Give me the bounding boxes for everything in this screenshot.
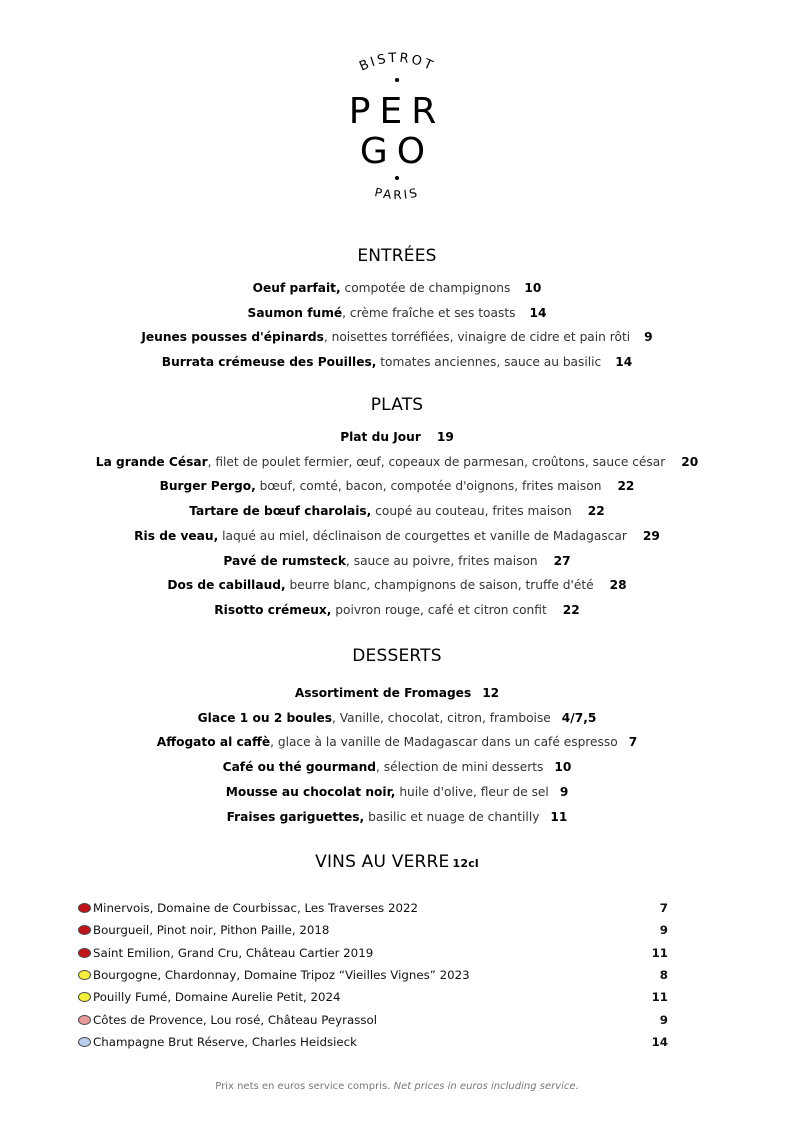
wine-name: Champagne Brut Réserve, Charles Heidsieck bbox=[93, 1034, 357, 1049]
plats-item bbox=[0, 503, 794, 519]
wine-price: 14 bbox=[651, 1034, 668, 1049]
dish-description: basilic et nuage de chantilly bbox=[364, 809, 540, 824]
dish-description: , filet de poulet fermier, œuf, copeaux de parmesan, croûtons, sauce césar bbox=[207, 454, 666, 469]
wine-name: Bourgogne, Chardonnay, Domaine Tripoz “Vieilles Vignes” 2023 bbox=[93, 967, 470, 982]
dish-name: Risotto crémeux, bbox=[214, 602, 332, 617]
wine-color-dot-icon bbox=[78, 992, 91, 1002]
dish-description: beurre blanc, champignons de saison, truffe d'été bbox=[285, 578, 594, 593]
wine-item bbox=[78, 1012, 668, 1028]
footer-en: Net prices in euros including service. bbox=[393, 1081, 579, 1092]
dish-name: Café ou thé gourmand bbox=[222, 760, 377, 775]
wine-name: Saint Emilion, Grand Cru, Château Cartier 2019 bbox=[93, 945, 374, 960]
dish-name: Plat du Jour bbox=[340, 430, 421, 444]
dish-price: 27 bbox=[553, 553, 571, 568]
dish-price: 20 bbox=[681, 454, 699, 469]
dish-description: coupé au couteau, frites maison bbox=[371, 504, 572, 519]
section-title-entrees: ENTRÉES bbox=[357, 246, 437, 266]
logo-dot-top bbox=[395, 78, 399, 82]
dish-price: 29 bbox=[642, 528, 660, 543]
wine-price: 8 bbox=[659, 967, 668, 982]
dish-price: 4/7,5 bbox=[561, 710, 597, 725]
plats-item bbox=[0, 429, 794, 445]
dish-price: 9 bbox=[559, 784, 569, 799]
dish-description: laqué au miel, déclinaison de courgettes et vanille de Madagascar bbox=[218, 528, 627, 543]
footer-fr: Prix nets en euros service compris. bbox=[215, 1081, 391, 1092]
dish-description: compotée de champignons bbox=[340, 281, 511, 295]
logo-top-text: BISTROT bbox=[357, 52, 437, 75]
dish-price: 14 bbox=[615, 355, 633, 370]
dish-name: Ris de veau, bbox=[134, 528, 219, 543]
entrees-item bbox=[0, 305, 794, 321]
vins-title: VINS AU VERRE bbox=[315, 852, 450, 872]
section-title-desserts: DESSERTS bbox=[352, 646, 442, 666]
dish-name: Assortiment de Fromages bbox=[294, 686, 472, 700]
dish-price: 19 bbox=[436, 430, 454, 444]
wine-name: Bourgueil, Pinot noir, Pithon Paille, 2018 bbox=[93, 923, 330, 938]
dish-name: Mousse au chocolat noir, bbox=[225, 784, 396, 799]
wine-price: 11 bbox=[651, 945, 668, 960]
wine-item bbox=[78, 922, 668, 938]
dish-description: , sélection de mini desserts bbox=[376, 760, 544, 775]
dish-description: , noisettes torréfiées, vinaigre de cidre et pain rôti bbox=[323, 330, 631, 345]
wine-item bbox=[78, 945, 668, 961]
dish-price: 28 bbox=[609, 578, 627, 593]
wine-name: Pouilly Fumé, Domaine Aurelie Petit, 2024 bbox=[93, 990, 341, 1005]
logo-bottom-text: PARIS bbox=[373, 185, 421, 203]
desserts-item bbox=[0, 734, 794, 750]
dish-name: Glace 1 ou 2 boules bbox=[197, 710, 333, 725]
dish-price: 7 bbox=[628, 735, 638, 750]
wine-color-dot-icon bbox=[78, 903, 91, 913]
dish-name: Jeunes pousses d'épinards bbox=[141, 330, 324, 345]
dish-name: Dos de cabillaud, bbox=[167, 578, 286, 593]
dish-name: Tartare de bœuf charolais, bbox=[189, 504, 372, 519]
wine-item bbox=[78, 967, 668, 983]
desserts-item bbox=[0, 710, 794, 726]
wine-item bbox=[78, 900, 668, 916]
plats-item bbox=[0, 553, 794, 569]
logo-line-1: PER bbox=[348, 91, 446, 132]
dish-price: 22 bbox=[617, 479, 635, 494]
wine-price: 9 bbox=[659, 1012, 668, 1027]
dish-name: Burrata crémeuse des Pouilles, bbox=[161, 355, 377, 370]
dish-name: La grande César bbox=[95, 454, 208, 469]
dish-price: 9 bbox=[644, 330, 653, 345]
wine-price: 9 bbox=[659, 923, 668, 938]
vins-unit: 12cl bbox=[452, 857, 479, 870]
dish-description: , sauce au poivre, frites maison bbox=[345, 553, 538, 568]
plats-item bbox=[0, 454, 794, 470]
dish-price: 12 bbox=[482, 686, 500, 700]
plats-item bbox=[0, 478, 794, 494]
wine-color-dot-icon bbox=[78, 1015, 91, 1025]
dish-description: huile d'olive, fleur de sel bbox=[395, 784, 549, 799]
dish-name: Pavé de rumsteck bbox=[223, 553, 346, 568]
plats-item bbox=[0, 602, 794, 618]
logo-line-2: GO bbox=[359, 131, 435, 172]
dish-description: poivron rouge, café et citron confit bbox=[331, 602, 547, 617]
dish-price: 14 bbox=[529, 305, 547, 320]
wine-item bbox=[78, 1034, 668, 1050]
section-title-plats: PLATS bbox=[370, 395, 424, 415]
dish-name: Saumon fumé bbox=[247, 305, 343, 320]
footer-note bbox=[0, 1081, 794, 1092]
wine-color-dot-icon bbox=[78, 1037, 91, 1047]
entrees-item bbox=[0, 354, 794, 370]
desserts-item bbox=[0, 809, 794, 825]
dish-price: 22 bbox=[587, 504, 605, 519]
dish-price: 11 bbox=[550, 809, 568, 824]
section-title-vins bbox=[0, 852, 794, 872]
plats-item bbox=[0, 528, 794, 544]
dish-name: Burger Pergo, bbox=[159, 479, 256, 494]
entrees-item bbox=[0, 329, 794, 345]
logo-graphic bbox=[317, 52, 477, 212]
wine-price: 11 bbox=[651, 990, 668, 1005]
entrees-item bbox=[0, 280, 794, 296]
logo-dot-bottom bbox=[395, 176, 399, 180]
desserts-item bbox=[0, 759, 794, 775]
wine-price: 7 bbox=[659, 901, 668, 915]
dish-description: , Vanille, chocolat, citron, framboise bbox=[332, 710, 551, 725]
bistrot-pergo-logo bbox=[317, 52, 477, 212]
plats-item bbox=[0, 577, 794, 593]
wine-name: Côtes de Provence, Lou rosé, Château Peyrassol bbox=[93, 1012, 378, 1027]
dish-description: tomates anciennes, sauce au basilic bbox=[376, 355, 602, 370]
dish-name: Affogato al caffè bbox=[156, 735, 271, 750]
wine-name: Minervois, Domaine de Courbissac, Les Traverses 2022 bbox=[93, 901, 418, 915]
wine-color-dot-icon bbox=[78, 925, 91, 935]
dish-name: Oeuf parfait, bbox=[252, 281, 341, 295]
wine-color-dot-icon bbox=[78, 948, 91, 958]
dish-description: bœuf, comté, bacon, compotée d'oignons, frites maison bbox=[255, 479, 602, 494]
dish-description: , glace à la vanille de Madagascar dans un café espresso bbox=[270, 735, 618, 750]
dish-price: 22 bbox=[562, 602, 580, 617]
wine-item bbox=[78, 989, 668, 1005]
desserts-item bbox=[0, 685, 794, 701]
dish-price: 10 bbox=[524, 281, 542, 295]
dish-description: , crème fraîche et ses toasts bbox=[342, 305, 516, 320]
dish-price: 10 bbox=[554, 760, 572, 775]
desserts-item bbox=[0, 784, 794, 800]
dish-name: Fraises gariguettes, bbox=[226, 809, 365, 824]
wine-color-dot-icon bbox=[78, 970, 91, 980]
